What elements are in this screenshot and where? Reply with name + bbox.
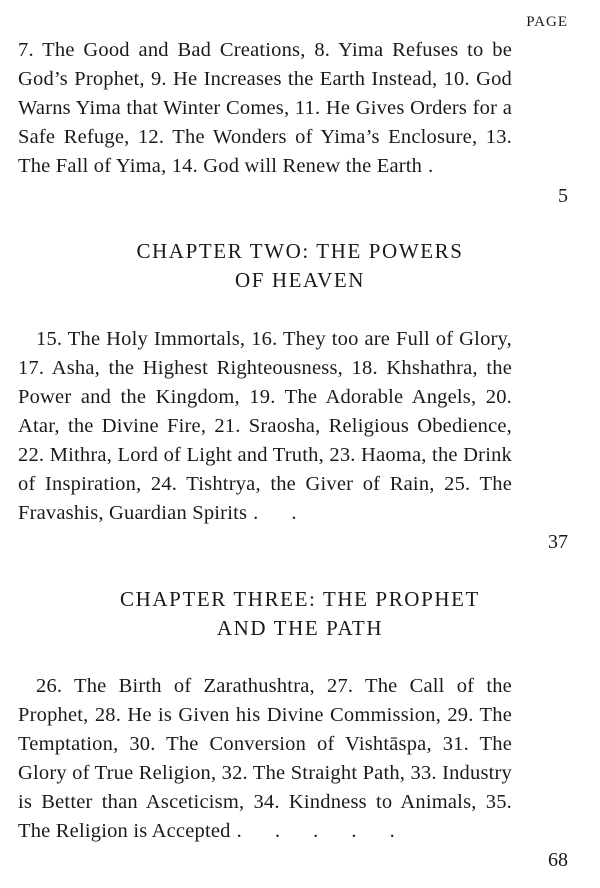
toc-entry-text: 15. The Holy Immortals, 16. They too are Full of Glory, 17. Asha, the Highest Righteousness, 18. Khshathra, the Power and the Kingdom, 19. The Adorable Angels, 20. Atar, the Divine Fire, 21. Sraosha, Religious Obedience, 22. Mithra, Lord of Light and Truth, 23. Haoma, the Drink of Inspiration, 24. Tishtrya, the Giver of Rain, 25. The Fravashis, Guardian Spirits (18, 328, 512, 524)
toc-entry-chapter-three (18, 672, 512, 846)
dot-leaders: . . . . . (236, 820, 409, 842)
chapter-two-title-line2: OF HEAVEN (234, 268, 366, 292)
chapter-three-title-line2: AND THE PATH (216, 616, 384, 640)
page-column-label: PAGE (526, 14, 568, 30)
toc-page-number: 37 (548, 531, 568, 553)
toc-entry-chapter-one (18, 36, 512, 181)
dot-leaders: . . (253, 502, 311, 524)
chapter-two-title-line1: CHAPTER TWO: THE POWERS (136, 239, 464, 263)
toc-entry-chapter-two (18, 325, 512, 528)
toc-entry-text: 26. The Birth of Zarathushtra, 27. The Call of the Prophet, 28. He is Given his Divine Commission, 29. The Temptation, 30. The Conversion of Vishtāspa, 31. The Glory of True Religion, 32. The Straight Path, 33. Industry is Better than Asceticism, 34. Kindness to Animals, 35. The Religion is Accepted (18, 675, 512, 842)
chapter-three-title-line1: CHAPTER THREE: THE PROPHET (120, 587, 480, 611)
toc-page-number: 5 (558, 185, 568, 207)
toc-entry-text: 7. The Good and Bad Creations, 8. Yima Refuses to be God’s Prophet, 9. He Increases the Earth Instead, 10. God Warns Yima that Winter Comes, 11. He Gives Orders for a Safe Refuge, 12. The Wonders of Yima’s Enclosure, 13. The Fall of Yima, 14. God will Renew the Earth (18, 39, 512, 177)
toc-page-number: 68 (548, 849, 568, 871)
dot-leaders: . (428, 155, 448, 177)
